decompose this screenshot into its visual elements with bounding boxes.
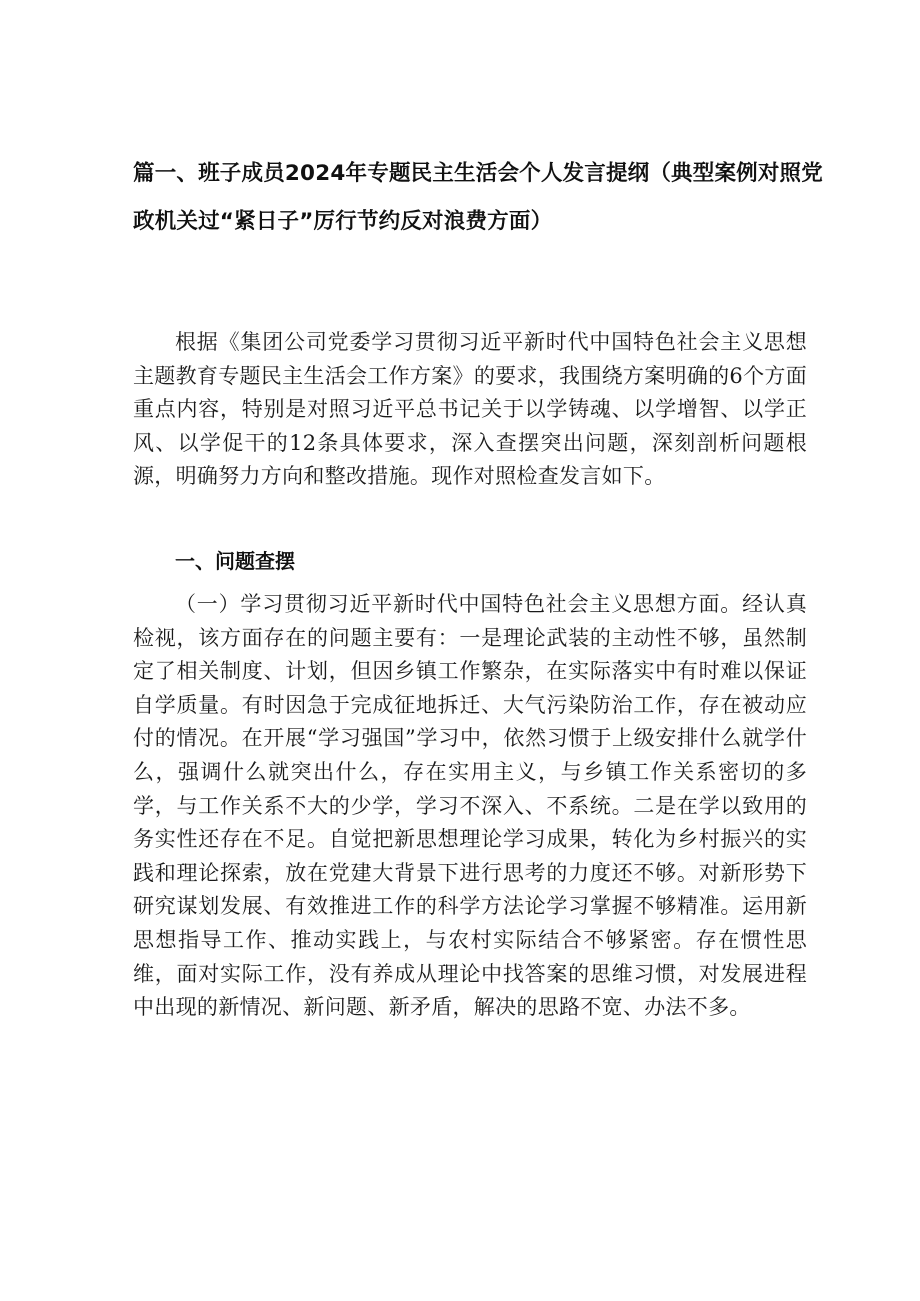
section-paragraph: （一）学习贯彻习近平新时代中国特色社会主义思想方面。经认真检视，该方面存在的问题主要有：一是理论武装的主动性不够，虽然制定了相关制度、计划，但因乡镇工作繁杂，在实际落实中有时难以保证自学质量。有时因急于完成征地拆迁、大气污染防治工作，存在被动应付的情况。在开展“学习强国”学习中，依然习惯于上级安排什么就学什么，强调什么就突出什么，存在实用主义，与乡镇工作关系密切的多学，与工作关系不大的少学，学习不深入、不系统。二是在学以致用的务实性还存在不足。自觉把新思想理论学习成果，转化为乡村振兴的实践和理论探索，放在党建大背景下进行思考的力度还不够。对新形势下研究谋划发展、有效推进工作的科学方法论学习掌握不够精准。运用新思想指导工作、推动实践上，与农村实际结合不够紧密。存在惯性思维，面对实际工作，没有养成从理论中找答案的思维习惯，对发展进程中出现的新情况、新问题、新矛盾，解决的思路不宽、办法不多。 <box>133 592 807 1020</box>
document-title: 篇一、班子成员2024年专题民主生活会个人发言提纲（典型案例对照党政机关过“紧日子”厉行节约反对浪费方面） <box>133 161 823 234</box>
intro-paragraph: 根据《集团公司党委学习贯彻习近平新时代中国特色社会主义思想主题教育专题民主生活会工作方案》的要求，我围绕方案明确的6个方面重点内容，特别是对照习近平总书记关于以学铸魂、以学增智、以学正风、以学促干的12条具体要求，深入查摆突出问题，深刻剖析问题根源，明确努力方向和整改措施。现作对照检查发言如下。 <box>133 330 807 489</box>
section-heading: 一、问题查摆 <box>175 549 295 573</box>
